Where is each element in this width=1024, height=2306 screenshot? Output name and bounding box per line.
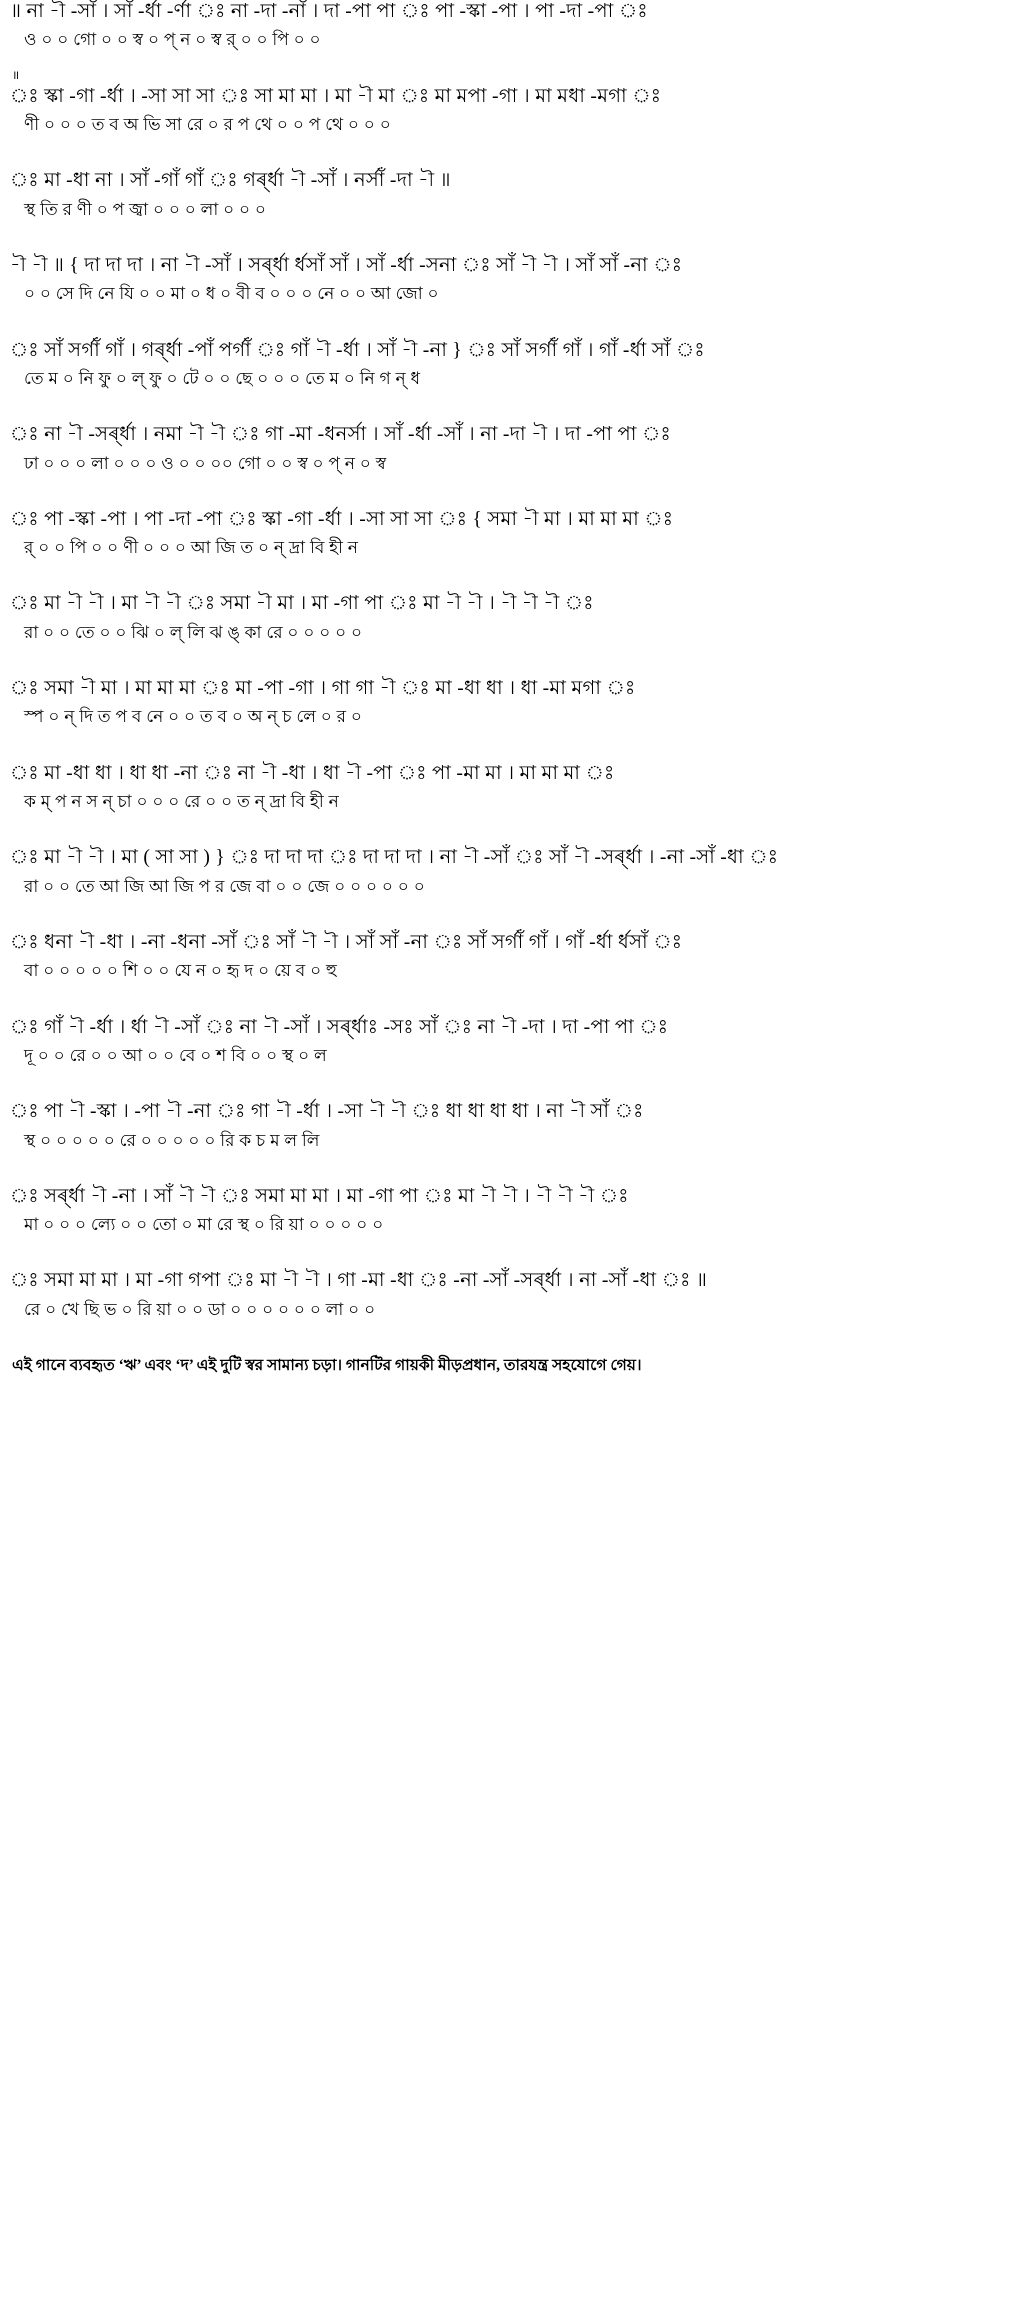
swara-line: ঃ সর্ৰ্ধা -ৗ -না । সাঁ -ৗ -ৗ ঃ সমা মা মা । মা -গা পা ঃ মা -ৗ -ৗ । -ৗ -ৗ -ৗ ঃ (10, 1185, 629, 1207)
lyric-line: রা ০ ০ তে ০ ০ ঝি ০ ল্ লি ঝ ঙ্ কা রে ০ ০ ০ ০ ০ (24, 622, 363, 642)
notation-block (0, 0, 1024, 51)
swara-line: ঃ মা -ধা না । সাঁ -গাঁ গাঁ ঃ গর্ৰ্ধা -ৗ -সাঁ । নর্সাঁ -দা -ৗ ॥ (10, 170, 451, 192)
notation-block (0, 592, 1024, 643)
lyric-line: রে ০ খে ছি ভ ০ রি য়া ০ ০ ডা ০ ০ ০ ০ ০ ০ লা ০ ০ (24, 1299, 376, 1319)
notation-block (0, 508, 1024, 559)
swara-line: ঃ সাঁ সর্গাঁ গাঁ । গর্ৰ্ধা -পাঁ পর্গাঁ ঃ গাঁ -ৗ -ৰ্ধা । সাঁ -ৗ -না } ঃ সাঁ সর্গাঁ গাঁ । গাঁ -ৰ্ধা সাঁ ঃ (10, 339, 705, 361)
swara-line: ঃ পা -স্কা -পা । পা -দা -পা ঃ স্কা -গা -ৰ্ধা । -সা সা সা ঃ { সমা -ৗ মা । মা মা মা ঃ (10, 508, 674, 530)
lyric-line: র্ ০ ০ পি ০ ০ ণী ০ ০ ০ আ জি ত ০ ন্ দ্রা বি হী ন (24, 538, 359, 558)
notation-block (0, 1269, 1024, 1320)
notation-block (0, 1016, 1024, 1067)
lyric-line: স্থ ০ ০ ০ ০ ০ রে ০ ০ ০ ০ ০ রি ক চ ম ল লি (24, 1130, 320, 1150)
lyric-line: ও ০ ০ গো ০ ০ স্ব ০ প্ ন ০ স্ব র্ ০ ০ পি ০ ০ (24, 30, 321, 50)
swara-line: ঃ পা -ৗ -স্কা । -পা -ৗ -না ঃ গা -ৗ -ৰ্ধা । -সা -ৗ -ৗ ঃ ধা ধা ধা ধা । না -ৗ সাঁ ঃ (10, 1101, 644, 1123)
lyric-line: স্থ তি র ণী ০ প জ্বা ০ ০ ০ লা ০ ০ ০ (24, 199, 267, 219)
notation-block (0, 1100, 1024, 1151)
lyric-line: মা ০ ০ ০ ল্যে ০ ০ তো ০ মা রে স্থ ০ রি য়া ০ ০ ০ ০ ০ (24, 1215, 384, 1235)
swara-line: ঃ মা -ধা ধা । ধা ধা -না ঃ না -ৗ -ধা । ধা -ৗ -পা ঃ পা -মা মা । মা মা মা ঃ (10, 762, 615, 784)
lyric-line: স্প ০ ন্ দি ত প ব নে ০ ০ ত ব ০ অ ন্ চ লে ০ র ০ (24, 707, 363, 727)
swara-line: ঃ সমা -ৗ মা । মা মা মা ঃ মা -পা -গা । গা গা -ৗ ঃ মা -ধা ধা । ধা -মা মগা ঃ (10, 678, 636, 699)
footer-note-text: এই গানে ব্যবহৃত ‘ঋ’ এবং ‘দ’ এই দুটি স্বর সামান্য চড়া। গানটির গায়কী মীড়প্রধান, তারযন্ত্র সহযোগে গেয়। (12, 1357, 642, 1374)
swara-line: ॥ ঃ স্কা -গা -ৰ্ধা । -সা সা সা ঃ সা মা মা । মা -ৗ মা ঃ মা মপা -গা । মা মধা -মগা ঃ (10, 85, 1010, 109)
lyric-line: বা ০ ০ ০ ০ ০ শি ০ ০ যে ন ০ হৃ দ ০ য়ে ব ০ হু (24, 961, 338, 981)
notation-block (0, 169, 1024, 220)
lyric-line: ক ম্ প ন স ন্ চা ০ ০ ০ রে ০ ০ ত ন্ দ্রা বি হী ন (24, 792, 340, 811)
swara-line: ঃ মা -ৗ -ৗ । মা ( সা সা ) } ঃ দা দা দা ঃ দা দা দা । না -ৗ -সাঁ ঃ সাঁ -ৗ -সর্ৰ্ধা । -না -সাঁ -ধা ঃ (10, 847, 779, 869)
lyric-line: রা ০ ০ তে আ জি আ জি প র জে বা ০ ০ জে ০ ০ ০ ০ ০ ০ (24, 876, 426, 896)
swara-line: ঃ না -ৗ -সর্ৰ্ধা । নমা -ৗ -ৗ ঃ গা -মা -ধনর্সা । সাঁ -ৰ্ধা -সাঁ । না -দা -ৗ । দা -পা পা ঃ (10, 424, 672, 446)
notation-block (0, 762, 1024, 813)
swara-line: ঃ ধনা -ৗ -ধা । -না -ধনা -সাঁ ঃ সাঁ -ৗ -ৗ । সাঁ সাঁ -না ঃ সাঁ সর্গাঁ গাঁ । গাঁ -ৰ্ধা ৰ্ধসাঁ ঃ (10, 931, 683, 953)
notation-block (0, 1185, 1024, 1236)
lyric-line: তে ম ০ নি ফু ০ ল্ ফু ০ টে ০ ০ ছে ০ ০ ০ তে ম ০ নি গ ন্ ধ (24, 368, 421, 388)
lyric-line: দূ ০ ০ রে ০ ০ আ ০ ০ বে ০ শ বি ০ ০ স্থ ০ ল (24, 1045, 327, 1065)
notation-block (0, 677, 1024, 728)
notation-block (0, 846, 1024, 897)
swara-line: ঃ গাঁ -ৗ -ৰ্ধা । ৰ্ধা -ৗ -সাঁ ঃ না -ৗ -সাঁ । সর্ৰ্ধাঃ -সঃ সাঁ ঃ না -ৗ -দা । দা -পা পা ঃ (10, 1016, 669, 1038)
notation-block (0, 423, 1024, 474)
notation-block (0, 254, 1024, 305)
lyric-line: ণী ০ ০ ০ ত ব অ ভি সা রে ০ র প থে ০ ০ প থে ০ ০ ০ (24, 115, 392, 134)
swara-line: -ৗ -ৗ ॥ { দা দা দা । না -ৗ -সাঁ । সর্ৰ্ধা ৰ্ধসাঁ সাঁ । সাঁ -ৰ্ধা -সনা ঃ সাঁ -ৗ -ৗ । সাঁ সাঁ -না ঃ (10, 254, 683, 276)
notation-block (0, 931, 1024, 982)
notation-block (0, 85, 1024, 136)
swara-line: ঃ মা -ৗ -ৗ । মা -ৗ -ৗ ঃ সমা -ৗ মা । মা -গা পা ঃ মা -ৗ -ৗ । -ৗ -ৗ -ৗ ঃ (10, 593, 594, 615)
swara-line: ॥ না -ৗ -সাঁ । সাঁ -ৰ্ধা -ৰ্ণা ঃ না -দা -নাঁ । দা -পা পা ঃ পা -স্কা -পা । পা -দা -পা ঃ (10, 1, 648, 22)
lyric-line: ঢা ০ ০ ০ লা ০ ০ ০ ও ০ ০ ০০ গো ০ ০ স্ব ০ প্ ন ০ স্ব (24, 453, 387, 473)
lyric-line: ০ ০ সে দি নে যি ০ ০ মা ০ ধ ০ বী ব ০ ০ ০ নে ০ ০ আ জো ০ (24, 284, 439, 304)
notation-block (0, 339, 1024, 390)
footer-note (0, 1354, 1024, 1389)
swara-line: ঃ সমা মা মা । মা -গা গপা ঃ মা -ৗ -ৗ । গা -মা -ধা ঃ -না -সাঁ -সর্ৰ্ধা । না -সাঁ -ধা ঃ ॥ (10, 1270, 708, 1292)
